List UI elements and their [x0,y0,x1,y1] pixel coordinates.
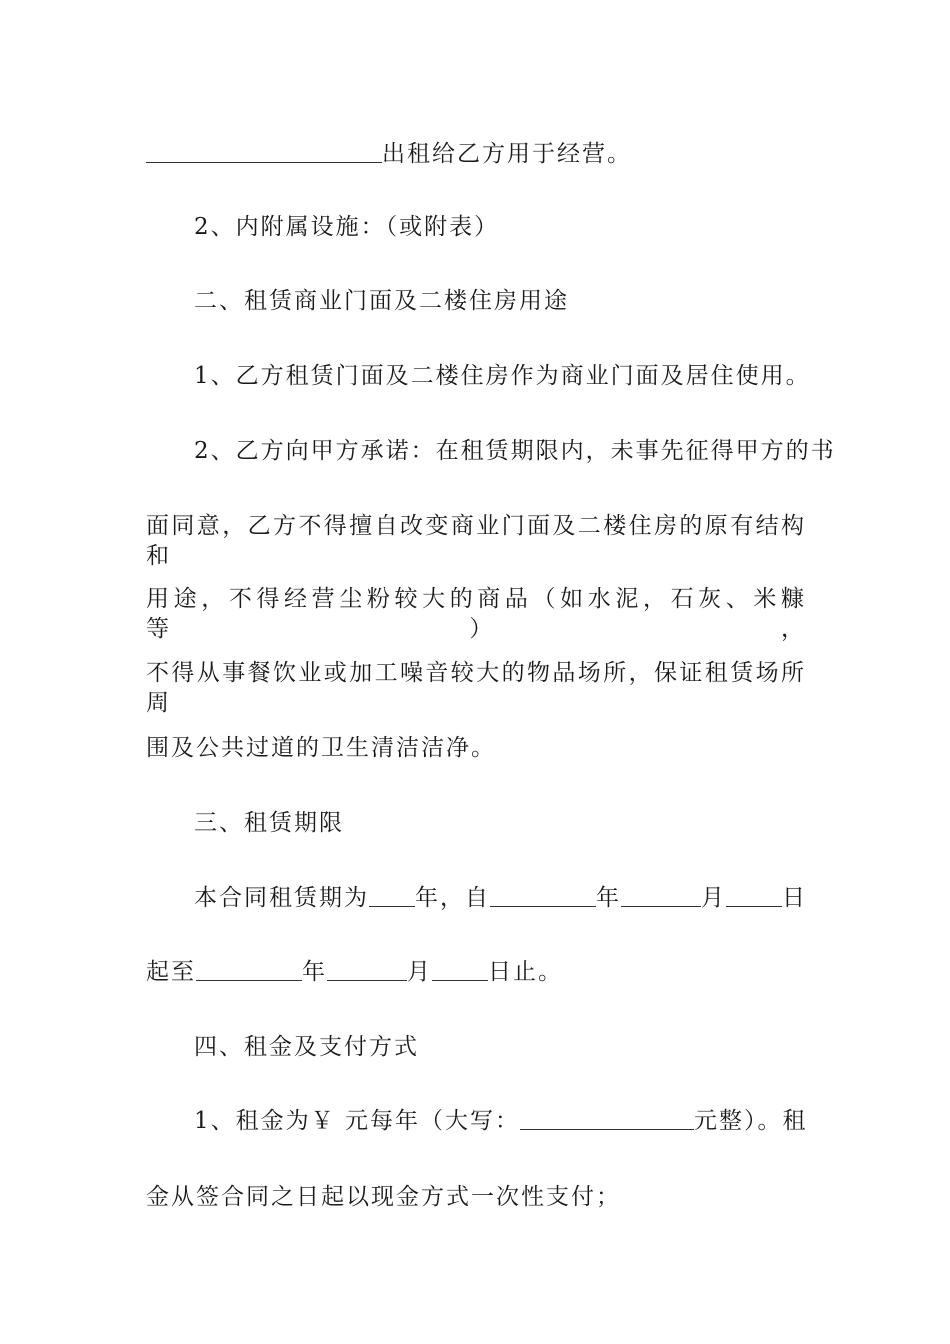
section-heading: 二、租赁商业门面及二楼住房用途 [194,288,569,314]
paragraph-line: 1、乙方租赁门面及二楼住房作为商业门面及居住使用。 [194,363,811,389]
paragraph-line: 2、内附属设施：（或附表） [194,214,500,240]
fill-in-blank [327,958,407,981]
fill-in-blank [146,140,382,163]
section-heading: 三、租赁期限 [194,810,344,836]
fill-in-blank [369,884,415,907]
section-heading: 四、租金及支付方式 [194,1034,419,1060]
paragraph-line: 出租给乙方用于经营。 [146,139,806,169]
paragraph-line: 2、乙方向甲方承诺：在租赁期限内，未事先征得甲方的书 [194,438,836,464]
paragraph-line: 起至 年 月 日止。 [146,959,563,985]
paragraph-line: 用途，不得经营尘粉较大的商品（如水泥，石灰、米糠等）， [146,586,806,642]
paragraph-line: 金从签合同之日起以现金方式一次性支付； [146,1184,621,1210]
paragraph-line: 面同意，乙方不得擅自改变商业门面及二楼住房的原有结构和 [146,513,806,569]
fill-in-blank [490,884,596,907]
fill-in-blank [621,884,701,907]
paragraph-line: 1、租金为￥ 元每年（大写： 元整）。租 [194,1108,808,1134]
fill-in-blank [520,1107,694,1130]
paragraph-line: 本合同租赁期为 年，自 年 月 日 [194,885,807,911]
fill-in-blank [196,958,302,981]
paragraph-line: 不得从事餐饮业或加工噪音较大的物品场所，保证租赁场所周 [146,660,806,716]
paragraph-line: 围及公共过道的卫生清洁洁净。 [146,735,496,761]
fill-in-blank [726,884,782,907]
fill-in-blank [432,958,488,981]
